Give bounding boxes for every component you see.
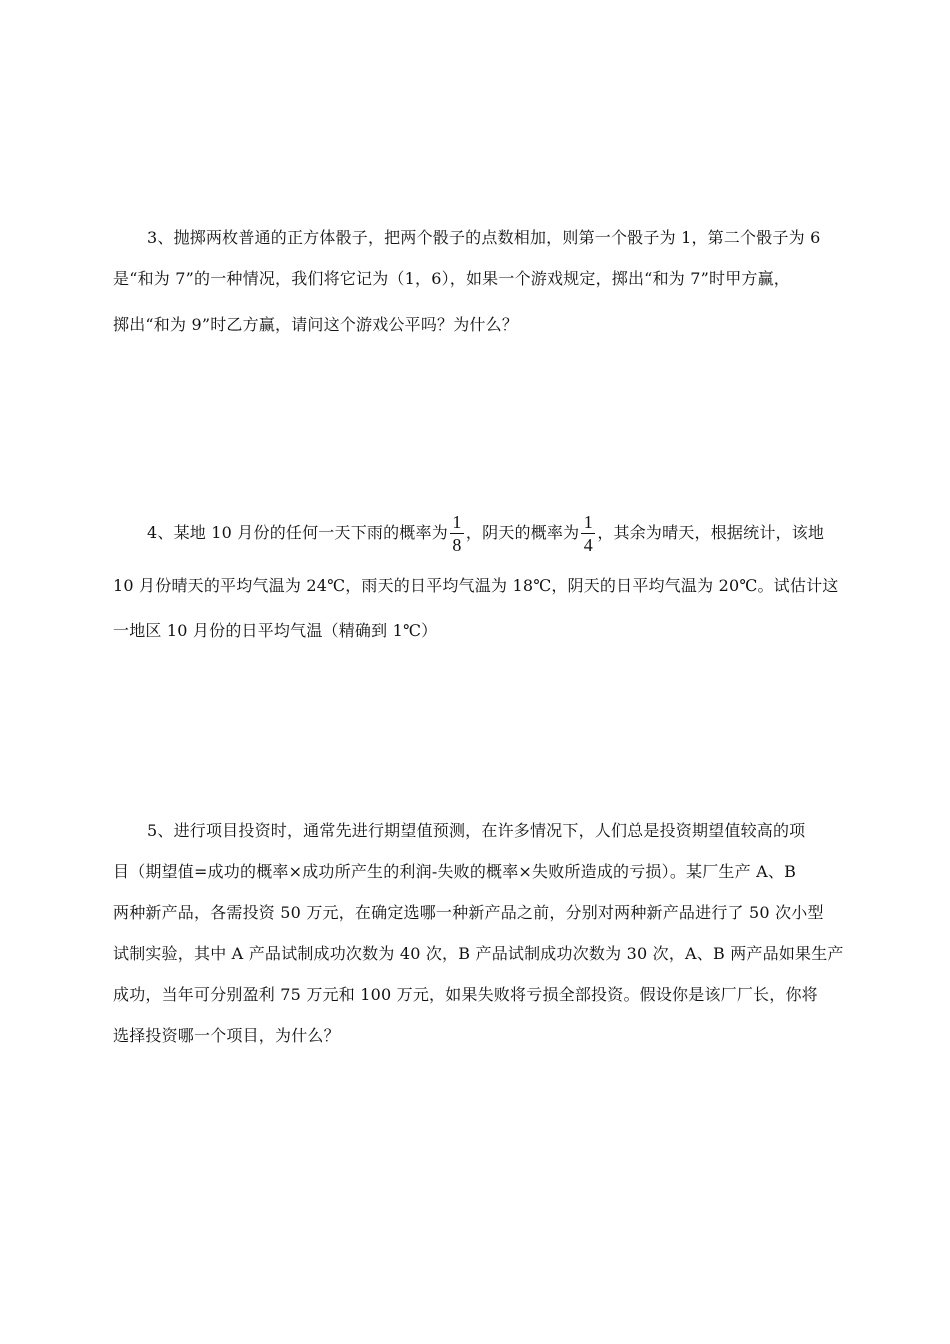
fraction-denominator: 4 (583, 535, 593, 555)
q5-line-5: 成功，当年可分别盈利 75 万元和 100 万元，如果失败将亏损全部投资。假设你是该厂厂长，你将 (113, 985, 818, 1004)
q4-line-2: 10 月份晴天的平均气温为 24℃，雨天的日平均气温为 18℃，阴天的日平均气温为 20℃。试估计这 (113, 576, 839, 595)
q5-line-6: 选择投资哪一个项目，为什么？ (113, 1026, 340, 1045)
fraction-denominator: 8 (452, 535, 462, 555)
q5-line-3: 两种新产品，各需投资 50 万元，在确定选哪一种新产品之前，分别对两种新产品进行了 50 次小型 (113, 903, 824, 922)
q3-line-1: 3、抛掷两枚普通的正方体骰子，把两个骰子的点数相加，则第一个骰子为 1，第二个骰子为 6 (147, 228, 821, 247)
fraction-numerator: 1 (452, 512, 462, 532)
q4-line-1 (147, 511, 843, 555)
fraction-numerator: 1 (583, 512, 593, 532)
q4-line-3: 一地区 10 月份的日平均气温（精确到 1℃） (113, 621, 438, 640)
q5-line-2: 目（期望值=成功的概率×成功所产生的利润-失败的概率×失败所造成的亏损）。某厂生产 A、B (113, 862, 797, 881)
q4-text-a: 4、某地 10 月份的任何一天下雨的概率为 (147, 523, 448, 542)
q3-line-3: 掷出“和为 9”时乙方赢，请问这个游戏公平吗？为什么？ (113, 315, 519, 334)
fraction-one-eighth (450, 512, 464, 555)
fraction-one-quarter (581, 512, 595, 555)
q5-line-4: 试制实验，其中 A 产品试制成功次数为 40 次，B 产品试制成功次数为 30 次，A、B 两产品如果生产 (113, 944, 844, 963)
q4-text-b: ，阴天的概率为 (465, 523, 580, 542)
fraction-bar (450, 533, 464, 534)
q4-text-c: ，其余为晴天，根据统计，该地 (597, 523, 825, 542)
q5-line-1: 5、进行项目投资时，通常先进行期望值预测，在许多情况下，人们总是投资期望值较高的项 (147, 821, 806, 840)
q3-line-2: 是“和为 7”的一种情况，我们将它记为（1，6），如果一个游戏规定，掷出“和为 7”时甲方赢， (113, 269, 791, 288)
fraction-bar (581, 533, 595, 534)
